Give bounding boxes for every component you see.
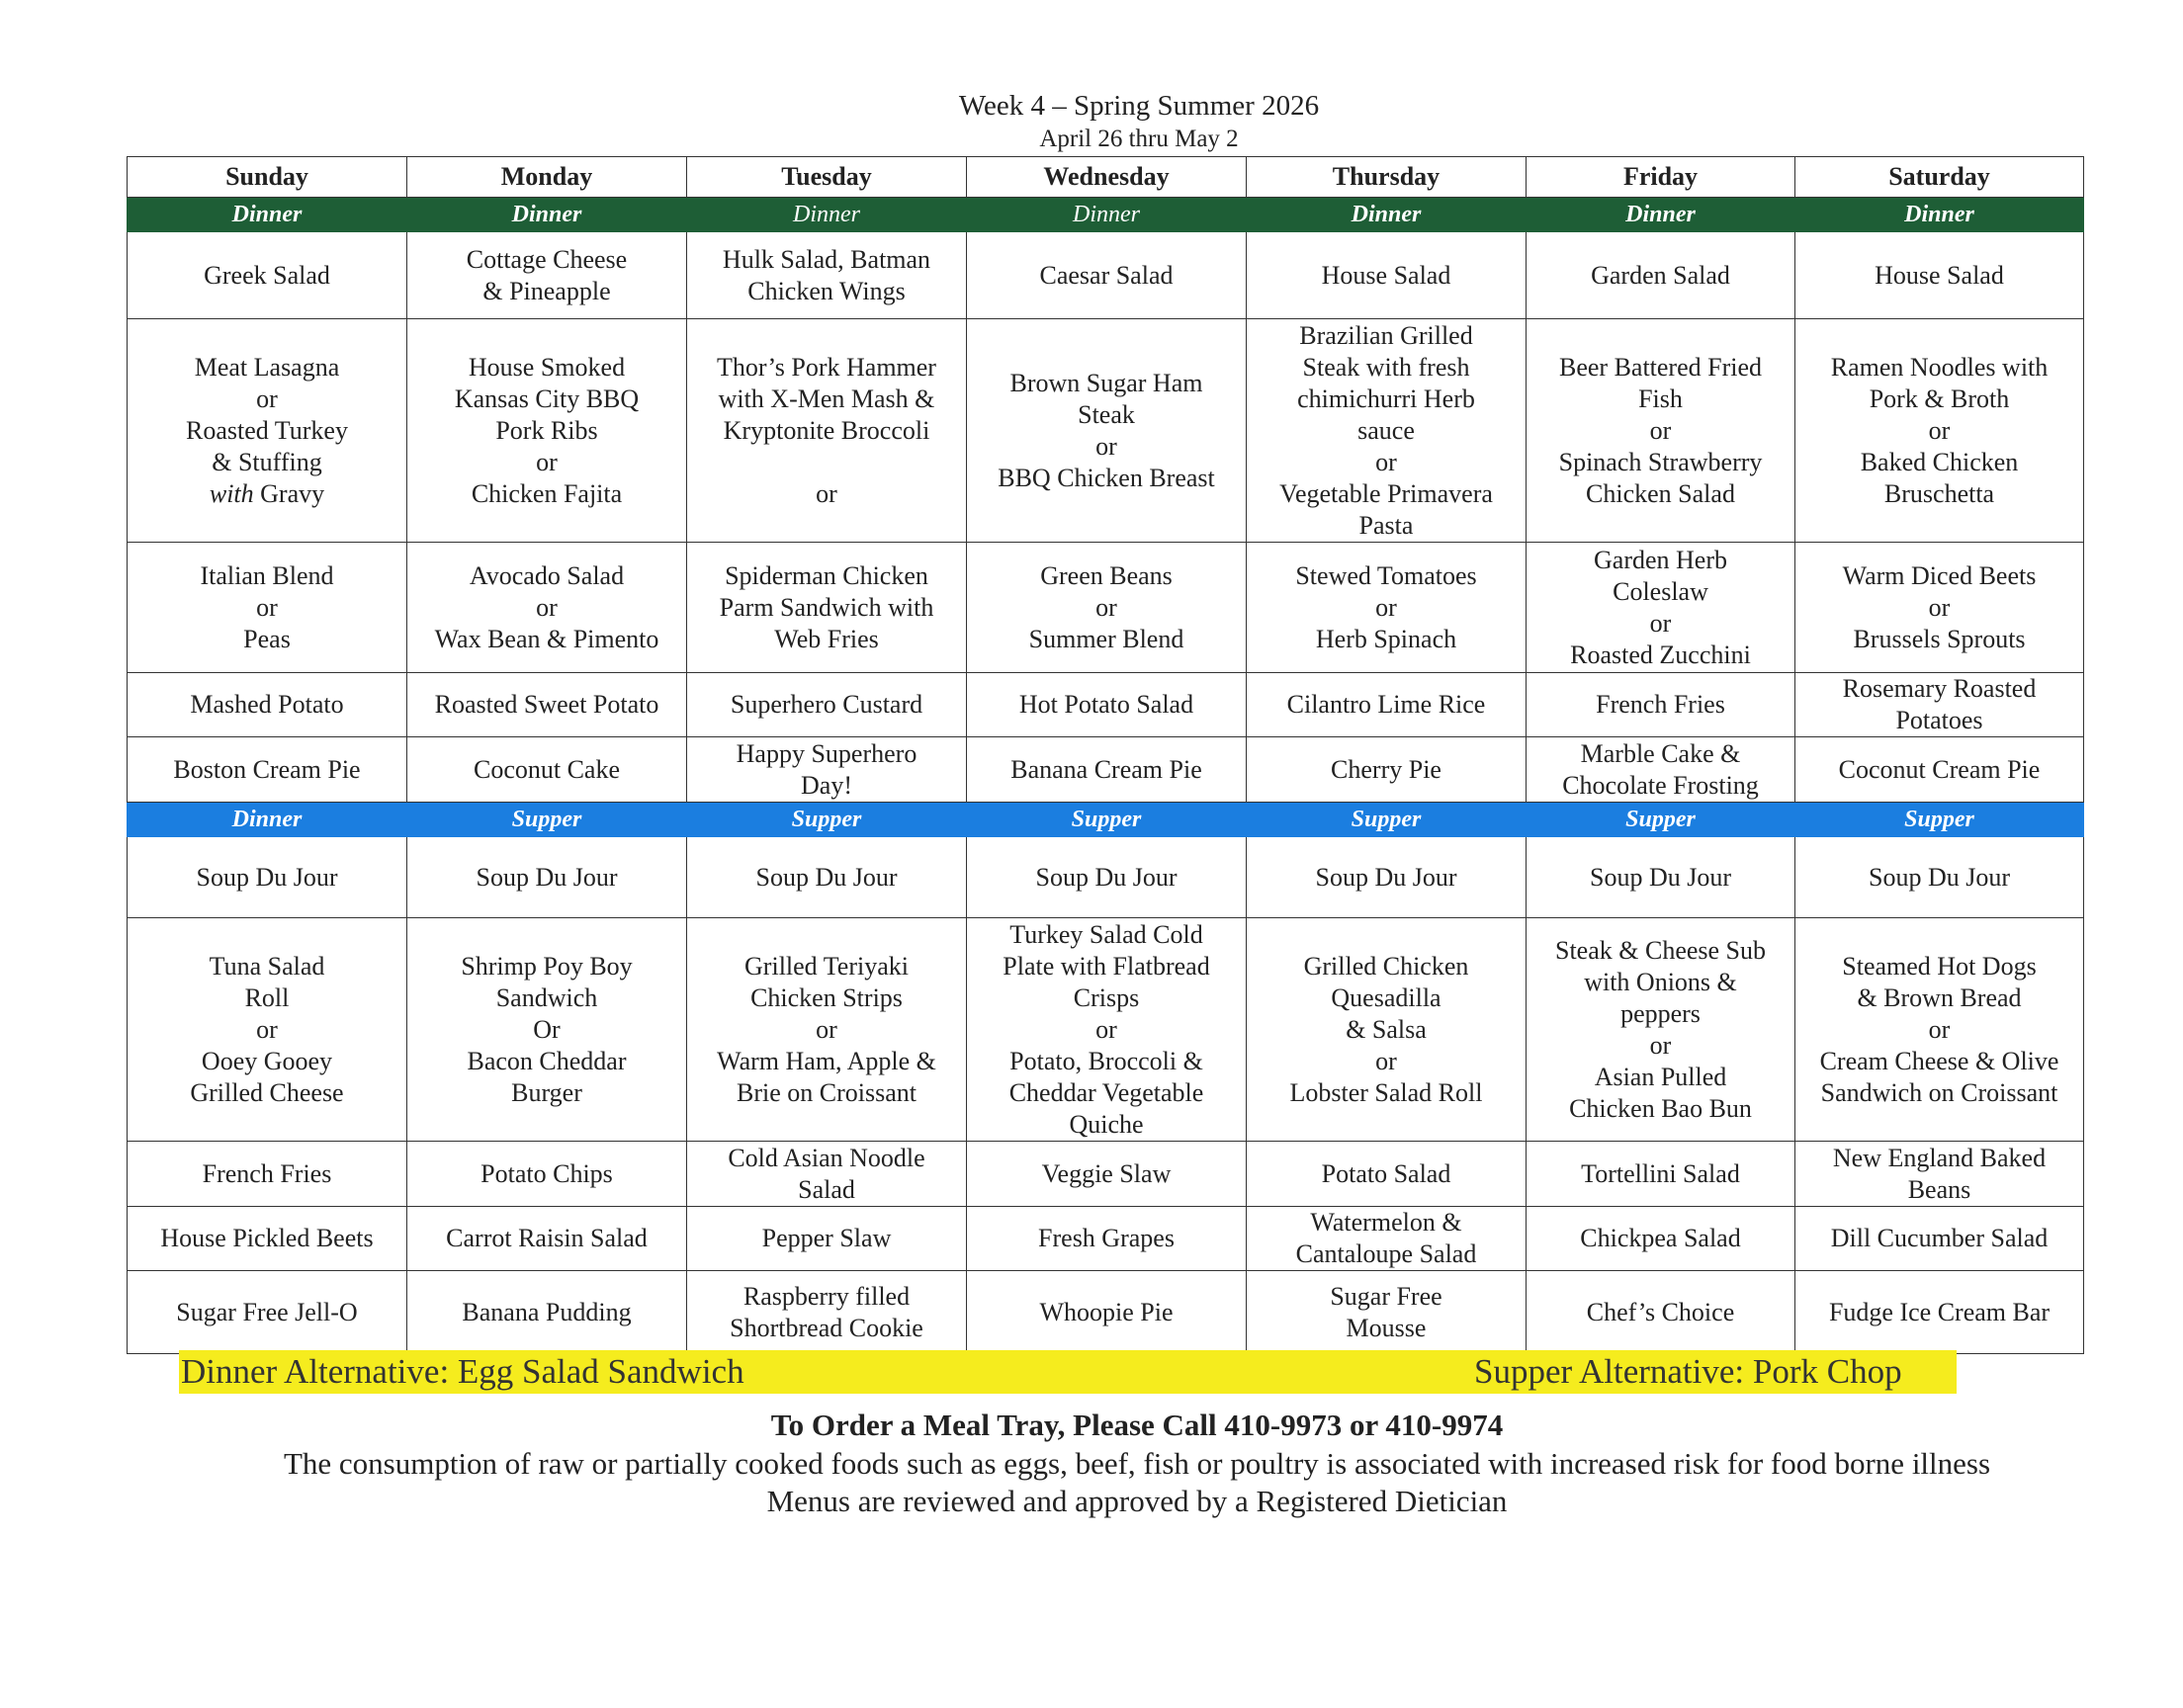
- menu-item-line: Baked Chicken: [1860, 447, 2019, 476]
- menu-title: Week 4 – Spring Summer 2026: [958, 90, 1320, 122]
- meal-label: Supper: [407, 803, 687, 837]
- menu-row: [128, 1142, 2084, 1207]
- dinner-alternative: Dinner Alternative: Egg Salad Sandwich: [179, 1350, 873, 1394]
- menu-item-line: Green Beans: [1040, 560, 1173, 590]
- menu-item-line: or: [1095, 431, 1117, 461]
- menu-item-line: Coconut Cream Pie: [1838, 754, 2041, 784]
- menu-cell: [128, 319, 407, 543]
- menu-cell: [1527, 319, 1795, 543]
- menu-cell: [1247, 543, 1527, 673]
- menu-cell: [687, 1142, 967, 1207]
- menu-item-line: Thor’s Pork Hammer: [717, 352, 936, 382]
- menu-cell: [407, 1142, 687, 1207]
- menu-item-line: New England Baked: [1832, 1143, 2047, 1172]
- menu-item-line: Steak & Cheese Sub: [1554, 935, 1767, 965]
- menu-item-line: Chef’s Choice: [1586, 1297, 1735, 1326]
- menu-item-line: Chickpea Salad: [1580, 1224, 1741, 1252]
- menu-item-line: Brussels Sprouts: [1853, 624, 2026, 653]
- menu-item-line: Hot Potato Salad: [1018, 690, 1194, 719]
- menu-item-line: Grilled Chicken: [1303, 951, 1469, 981]
- menu-item-line: Marble Cake &: [1580, 738, 1741, 768]
- menu-item-line: Pork & Broth: [1869, 384, 2010, 413]
- menu-item-line: Asian Pulled: [1594, 1062, 1727, 1091]
- day-header-row: [128, 157, 2084, 198]
- menu-item-line: or: [1649, 1030, 1672, 1060]
- menu-cell: [128, 673, 407, 737]
- day-header-tuesday: Tuesday: [687, 157, 967, 198]
- menu-cell: [1527, 737, 1795, 803]
- menu-item-line: Veggie Slaw: [1041, 1158, 1172, 1188]
- menu-item-line: & Salsa: [1346, 1014, 1427, 1044]
- menu-item-line: Grilled Cheese: [190, 1077, 344, 1107]
- menu-item-line: Banana Cream Pie: [1010, 754, 1202, 784]
- menu-cell: [407, 543, 687, 673]
- menu-item-line: Soup Du Jour: [1315, 862, 1457, 892]
- menu-item-line: Tortellini Salad: [1581, 1158, 1740, 1188]
- menu-item-line: Pasta: [1358, 510, 1414, 540]
- menu-item-line: Vegetable Primavera: [1279, 478, 1493, 508]
- dinner-band-row: [128, 198, 2084, 232]
- menu-item-line: Hulk Salad, Batman: [722, 244, 931, 274]
- order-instructions: To Order a Meal Tray, Please Call 410-9973 or 410-9974: [770, 1408, 1504, 1442]
- menu-cell: [407, 918, 687, 1142]
- menu-cell: [1795, 673, 2084, 737]
- meal-label: Dinner: [128, 803, 407, 837]
- menu-item-line: Superhero Custard: [730, 690, 923, 719]
- menu-item-line: & Brown Bread: [1857, 982, 2022, 1012]
- menu-item-line: Brown Sugar Ham: [1009, 368, 1203, 397]
- menu-item-line: or: [1649, 608, 1672, 638]
- menu-cell: [1527, 837, 1795, 918]
- menu-item-line: Chicken Wings: [747, 276, 906, 305]
- menu-cell: [1247, 837, 1527, 918]
- menu-cell: [687, 737, 967, 803]
- menu-item-line: Kryptonite Broccoli: [723, 415, 930, 445]
- menu-item-line: Quesadilla: [1331, 982, 1441, 1012]
- menu-item-line: Sandwich: [495, 982, 598, 1012]
- menu-item-line: Steamed Hot Dogs: [1842, 951, 2037, 981]
- menu-item-line: or: [1928, 1014, 1951, 1044]
- menu-item-line: or: [536, 447, 558, 476]
- menu-item-line: Raspberry filled: [742, 1281, 911, 1311]
- menu-item-line: Quiche: [1069, 1109, 1144, 1139]
- menu-item-line: Ramen Noodles with: [1830, 352, 2049, 382]
- menu-item-line: sauce: [1357, 415, 1415, 445]
- menu-cell: [407, 232, 687, 319]
- menu-cell: [967, 1271, 1247, 1354]
- menu-item-line: Warm Ham, Apple &: [717, 1046, 936, 1075]
- menu-item-line: Bacon Cheddar: [467, 1046, 627, 1075]
- menu-item-line: or: [1375, 447, 1397, 476]
- menu-cell: [967, 737, 1247, 803]
- menu-cell: [1795, 737, 2084, 803]
- menu-item-line: or: [1095, 1014, 1117, 1044]
- menu-item-line: Plate with Flatbread: [1003, 951, 1210, 981]
- meal-label: Dinner: [687, 198, 967, 232]
- supper-band-row: [128, 803, 2084, 837]
- menu-item-line: House Salad: [1875, 260, 2004, 290]
- menu-cell: [128, 1142, 407, 1207]
- meal-label: Supper: [687, 803, 967, 837]
- meal-label: Dinner: [128, 198, 407, 232]
- menu-item-line: Cottage Cheese: [466, 244, 628, 274]
- menu-cell: [128, 543, 407, 673]
- menu-cell: [687, 1271, 967, 1354]
- menu-item-line: Caesar Salad: [1039, 260, 1174, 290]
- menu-item-line: Grilled Teriyaki: [744, 951, 909, 981]
- menu-cell: [1247, 1271, 1527, 1354]
- menu-item-line: BBQ Chicken Breast: [998, 463, 1215, 492]
- menu-item-line: Roll: [244, 982, 290, 1012]
- menu-item-line: Potato Chips: [480, 1158, 613, 1188]
- menu-cell: [407, 737, 687, 803]
- menu-cell: [1527, 232, 1795, 319]
- menu-row: [128, 918, 2084, 1142]
- menu-row: [128, 673, 2084, 737]
- menu-date-range: April 26 thru May 2: [1039, 126, 1239, 152]
- highlight-spacer: [871, 1350, 1470, 1394]
- food-safety-disclaimer: The consumption of raw or partially cooked foods such as eggs, beef, fish or poultry is associated with increased risk for food borne illness: [283, 1446, 1991, 1481]
- menu-cell: [1795, 918, 2084, 1142]
- menu-item-line: Happy Superhero: [736, 738, 917, 768]
- menu-item-line: Turkey Salad Cold: [1009, 919, 1203, 949]
- day-header-friday: Friday: [1527, 157, 1795, 198]
- menu-cell: [1527, 673, 1795, 737]
- menu-item-line: Cheddar Vegetable: [1008, 1077, 1204, 1107]
- menu-cell: [1795, 232, 2084, 319]
- menu-cell: [1527, 1142, 1795, 1207]
- menu-cell: [687, 543, 967, 673]
- menu-item-line: Steak with fresh: [1302, 352, 1470, 382]
- menu-item-line: Peas: [243, 624, 291, 653]
- menu-item-line: Pepper Slaw: [761, 1224, 892, 1252]
- menu-item-line: Cream Cheese & Olive: [1819, 1046, 2059, 1075]
- menu-item-line: Brazilian Grilled: [1299, 320, 1473, 350]
- menu-item-line: Cilantro Lime Rice: [1286, 690, 1486, 719]
- menu-item-line: Fudge Ice Cream Bar: [1828, 1297, 2051, 1326]
- menu-item-line: Soup Du Jour: [1868, 862, 2010, 892]
- menu-item-line: Coleslaw: [1613, 576, 1708, 606]
- menu-item-line: House Smoked: [468, 352, 626, 382]
- menu-item-line: Mashed Potato: [190, 690, 344, 719]
- menu-item-line: Fresh Grapes: [1038, 1224, 1175, 1252]
- menu-item-line: Cherry Pie: [1331, 754, 1441, 784]
- menu-item-line: or: [256, 1014, 278, 1044]
- menu-item-line: Stewed Tomatoes: [1295, 560, 1477, 590]
- menu-item-line: Dill Cucumber Salad: [1830, 1224, 2049, 1252]
- menu-cell: [1795, 837, 2084, 918]
- supper-alternative: Supper Alternative: Pork Chop: [1470, 1350, 1957, 1394]
- menu-cell: [967, 673, 1247, 737]
- menu-cell: [1247, 673, 1527, 737]
- menu-item-line: Crisps: [1073, 982, 1140, 1012]
- menu-cell: [687, 1207, 967, 1271]
- menu-item-line: Herb Spinach: [1315, 624, 1457, 653]
- menu-item-line: chimichurri Herb: [1297, 384, 1475, 413]
- menu-cell: [687, 673, 967, 737]
- menu-item-line: Soup Du Jour: [476, 862, 618, 892]
- menu-item-line: Cold Asian Noodle: [728, 1143, 925, 1172]
- menu-item-line: or: [1649, 415, 1672, 445]
- meal-label: Dinner: [1527, 198, 1795, 232]
- menu-item-line: Spiderman Chicken: [725, 560, 928, 590]
- meal-label: Supper: [1527, 803, 1795, 837]
- menu-row: [128, 737, 2084, 803]
- menu-cell: [1247, 1207, 1527, 1271]
- menu-item-line: Parm Sandwich with: [719, 592, 934, 622]
- menu-item-line: Soup Du Jour: [755, 862, 898, 892]
- menu-item-line: Steak: [1078, 399, 1135, 429]
- menu-item-line: Rosemary Roasted: [1842, 674, 2037, 703]
- menu-cell: [128, 1207, 407, 1271]
- menu-row: [128, 837, 2084, 918]
- menu-item-line: with X-Men Mash &: [718, 384, 935, 413]
- menu-cell: [1527, 918, 1795, 1142]
- menu-item-line: House Pickled Beets: [160, 1224, 374, 1252]
- menu-cell: [1795, 543, 2084, 673]
- menu-cell: [1247, 1142, 1527, 1207]
- menu-item-line: Chocolate Frosting: [1562, 770, 1759, 800]
- menu-cell: [967, 837, 1247, 918]
- menu-cell: [967, 543, 1247, 673]
- menu-cell: [407, 1271, 687, 1354]
- menu-cell: [1247, 918, 1527, 1142]
- menu-item-line: Coconut Cake: [473, 754, 621, 784]
- menu-item-line: Potatoes: [1895, 706, 1983, 734]
- menu-item-line: Banana Pudding: [462, 1297, 632, 1326]
- menu-item-line: or: [1928, 592, 1951, 622]
- menu-cell: [1795, 1142, 2084, 1207]
- menu-cell: [1795, 1207, 2084, 1271]
- menu-cell: [407, 673, 687, 737]
- menu-item-line: Spinach Strawberry: [1558, 447, 1763, 476]
- menu-cell: [128, 837, 407, 918]
- menu-cell: [128, 918, 407, 1142]
- menu-item-line: or: [816, 1014, 837, 1044]
- menu-item-line: peppers: [1620, 998, 1701, 1028]
- menu-item-line: Beer Battered Fried: [1558, 352, 1763, 382]
- meal-label: Dinner: [967, 198, 1247, 232]
- menu-item-line: Warm Diced Beets: [1842, 560, 2037, 590]
- menu-item-line: Beans: [1907, 1174, 1971, 1204]
- menu-item-line: or: [1375, 1046, 1397, 1075]
- menu-item-line: or: [1095, 592, 1117, 622]
- menu-cell: [1247, 232, 1527, 319]
- menu-item-line: [691, 447, 962, 478]
- menu-item-line: Whoopie Pie: [1039, 1297, 1174, 1326]
- menu-item-line: Cantaloupe Salad: [1295, 1239, 1477, 1268]
- menu-item-line: or: [256, 384, 278, 413]
- menu-item-line: Potato, Broccoli &: [1009, 1046, 1203, 1075]
- menu-cell: [407, 837, 687, 918]
- menu-cell: [1247, 319, 1527, 543]
- menu-item-line: or: [816, 478, 837, 508]
- menu-cell: [967, 918, 1247, 1142]
- menu-item-line: Chicken Strips: [750, 982, 903, 1012]
- menu-cell: [407, 1207, 687, 1271]
- menu-cell: [687, 232, 967, 319]
- menu-cell: [1247, 737, 1527, 803]
- menu-row: [128, 232, 2084, 319]
- menu-item-line: Sugar Free Jell-O: [176, 1297, 358, 1326]
- menu-cell: [967, 1207, 1247, 1271]
- menu-item-line: Soup Du Jour: [196, 862, 338, 892]
- menu-cell: [967, 319, 1247, 543]
- menu-item-line: Brie on Croissant: [737, 1077, 917, 1107]
- menu-item-line: Wax Bean & Pimento: [434, 624, 659, 653]
- menu-item-line: with Gravy: [209, 478, 325, 508]
- menu-cell: [128, 232, 407, 319]
- menu-item-line: or: [256, 592, 278, 622]
- menu-cell: [407, 319, 687, 543]
- menu-cell: [128, 737, 407, 803]
- menu-item-line: or: [536, 592, 558, 622]
- meal-label: Supper: [967, 803, 1247, 837]
- menu-item-line: Avocado Salad: [469, 560, 625, 590]
- menu-item-line: Pork Ribs: [495, 415, 598, 445]
- menu-item-line: Salad: [798, 1174, 855, 1204]
- menu-item-line: & Pineapple: [482, 276, 611, 305]
- menu-item-line: Chicken Salad: [1586, 478, 1735, 508]
- meal-label: Dinner: [407, 198, 687, 232]
- menu-item-line: Italian Blend: [200, 560, 334, 590]
- menu-item-line: Boston Cream Pie: [173, 754, 361, 784]
- menu-item-line: Summer Blend: [1028, 624, 1184, 653]
- menu-item-line: Tuna Salad: [209, 951, 325, 981]
- menu-item-line: Lobster Salad Roll: [1289, 1077, 1483, 1107]
- menu-item-line: Greek Salad: [204, 260, 330, 290]
- menu-item-line: Garden Herb: [1594, 545, 1727, 574]
- meal-label: Supper: [1247, 803, 1527, 837]
- menu-cell: [1795, 1271, 2084, 1354]
- menu-item-line: Ooey Gooey: [201, 1046, 333, 1075]
- menu-item-line: Or: [533, 1014, 561, 1044]
- menu-item-line: with Onions &: [1584, 967, 1737, 996]
- menu-cell: [128, 1271, 407, 1354]
- menu-cell: [1795, 319, 2084, 543]
- menu-item-line: Roasted Sweet Potato: [434, 690, 659, 719]
- menu-item-line: Roasted Turkey: [186, 415, 348, 445]
- day-header-monday: Monday: [407, 157, 687, 198]
- meal-label: Dinner: [1795, 198, 2084, 232]
- menu-item-line: Shrimp Poy Boy: [461, 951, 633, 981]
- menu-item-line: Roasted Zucchini: [1570, 640, 1751, 669]
- menu-cell: [1527, 543, 1795, 673]
- menu-item-line: Shortbread Cookie: [730, 1313, 923, 1342]
- day-header-sunday: Sunday: [128, 157, 407, 198]
- menu-cell: [967, 232, 1247, 319]
- dietician-approval: Menus are reviewed and approved by a Registered Dietician: [766, 1484, 1508, 1518]
- menu-cell: [687, 319, 967, 543]
- menu-cell: [1527, 1207, 1795, 1271]
- menu-item-line: French Fries: [202, 1158, 332, 1188]
- menu-item-line: Garden Salad: [1591, 260, 1730, 290]
- menu-item-line: Soup Du Jour: [1035, 862, 1178, 892]
- menu-cell: [967, 1142, 1247, 1207]
- menu-item-line: Carrot Raisin Salad: [446, 1224, 648, 1252]
- menu-item-line: House Salad: [1321, 260, 1451, 290]
- day-header-wednesday: Wednesday: [967, 157, 1247, 198]
- menu-item-line: French Fries: [1596, 690, 1725, 719]
- menu-item-line: Kansas City BBQ: [454, 384, 640, 413]
- menu-row: [128, 543, 2084, 673]
- day-header-thursday: Thursday: [1247, 157, 1527, 198]
- menu-row: [128, 1207, 2084, 1271]
- meal-label: Dinner: [1247, 198, 1527, 232]
- menu-item-line: Burger: [511, 1077, 582, 1107]
- day-header-saturday: Saturday: [1795, 157, 2084, 198]
- menu-item-line: Day!: [801, 770, 852, 800]
- menu-item-line: Potato Salad: [1321, 1158, 1451, 1188]
- menu-item-line: Mousse: [1346, 1313, 1427, 1342]
- menu-item-line: or: [1928, 415, 1951, 445]
- weekly-menu-table: [127, 156, 2084, 1354]
- menu-item-line: & Stuffing: [212, 447, 322, 476]
- menu-row: [128, 319, 2084, 543]
- menu-item-line: Chicken Bao Bun: [1569, 1093, 1752, 1123]
- menu-item-line: Soup Du Jour: [1589, 862, 1731, 892]
- menu-item-line: Web Fries: [774, 624, 879, 653]
- menu-cell: [1527, 1271, 1795, 1354]
- menu-item-line: Sandwich on Croissant: [1820, 1077, 2058, 1107]
- menu-item-line: Watermelon &: [1310, 1208, 1462, 1237]
- menu-item-line: Sugar Free: [1330, 1281, 1442, 1311]
- menu-item-line: Meat Lasagna: [194, 352, 340, 382]
- menu-item-line: Bruschetta: [1883, 478, 1995, 508]
- menu-cell: [687, 837, 967, 918]
- menu-item-line: or: [1375, 592, 1397, 622]
- menu-item-line: Chicken Fajita: [471, 478, 623, 508]
- menu-row: [128, 1271, 2084, 1354]
- meal-label: Supper: [1795, 803, 2084, 837]
- menu-cell: [687, 918, 967, 1142]
- menu-item-line: Fish: [1638, 384, 1683, 413]
